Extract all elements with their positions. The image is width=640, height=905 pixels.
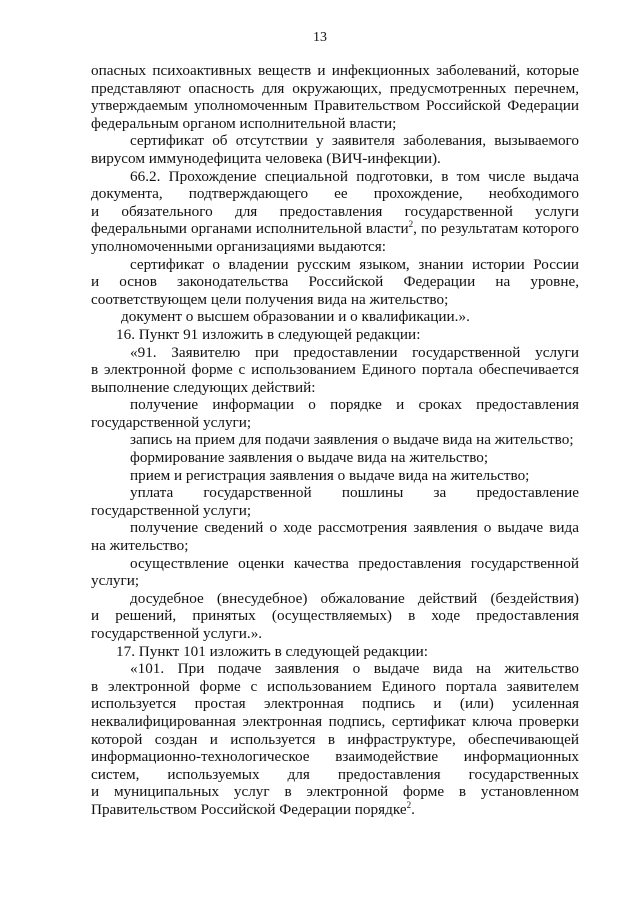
body-text	[91, 62, 579, 819]
text-line	[91, 643, 579, 661]
text-line	[91, 62, 579, 80]
text-line-content: и основ законодательства Российской Федерации на уровне,	[91, 273, 579, 291]
text-line	[91, 326, 579, 344]
text-line-content: используется простая электронная подпись и (или) усиленная	[91, 695, 579, 713]
text-line	[91, 695, 579, 713]
text-line-content: документ о высшем образовании и о квалификации.».	[121, 308, 470, 326]
text-line	[91, 537, 579, 555]
text-line-content: получение сведений о ходе рассмотрения заявления о выдаче вида	[130, 519, 579, 537]
text-line-content: услуги;	[91, 572, 140, 590]
text-line-content: «101. При подаче заявления о выдаче вида на жительство	[130, 660, 579, 678]
text-line-content: представляют опасность для окружающих, предусмотренных перечнем,	[91, 79, 579, 97]
text-line	[91, 344, 579, 362]
text-line	[91, 185, 579, 203]
text-line-content: информационно-технологическое взаимодействие информационных	[91, 748, 579, 766]
text-line	[91, 572, 579, 590]
text-line	[91, 203, 579, 221]
text-line-content: государственной услуги.».	[91, 625, 263, 642]
text-line	[91, 256, 579, 274]
footnote-reference: 2	[406, 799, 412, 810]
text-line-content: и решений, принятых (осуществляемых) в ходе предоставления	[91, 607, 579, 625]
text-line	[91, 731, 579, 749]
text-line	[91, 396, 579, 414]
text-line-content: прием и регистрация заявления о выдаче вида на жительство;	[130, 466, 530, 484]
text-line-content: опасных психоактивных веществ и инфекционных заболеваний, которые	[91, 62, 579, 79]
text-line-content: уполномоченными организациями выдаются:	[91, 237, 386, 255]
text-line-content: и обязательного для предоставления государственной услуги	[91, 202, 579, 220]
text-line-content: сертификат об отсутствии у заявителя заболевания, вызываемого	[130, 132, 579, 150]
text-line	[91, 555, 579, 573]
text-line	[91, 115, 579, 133]
text-line-content: вирусом иммунодефицита человека (ВИЧ-инфекции).	[91, 149, 441, 167]
text-line	[91, 625, 579, 643]
text-line-content: федеральными органами исполнительной власти	[91, 220, 409, 238]
text-line-content: досудебное (внесудебное) обжалование действий (бездействия)	[130, 589, 579, 607]
text-line-content: 16. Пункт 91 изложить в следующей редакции:	[116, 325, 421, 343]
text-line-content: соответствующем цели получения вида на жительство;	[91, 290, 449, 308]
text-line	[91, 748, 579, 766]
text-line	[91, 484, 579, 502]
text-line	[91, 783, 579, 801]
text-line	[91, 678, 579, 696]
text-line	[91, 379, 579, 397]
text-line-content: запись на прием для подачи заявления о выдаче вида на жительство;	[130, 431, 574, 449]
text-line-content: 17. Пункт 101 изложить в следующей редакции:	[116, 642, 429, 660]
text-line	[91, 519, 579, 537]
text-line	[91, 713, 579, 731]
text-line	[91, 502, 579, 520]
text-line-content: выполнение следующих действий:	[91, 378, 316, 396]
text-line	[91, 291, 579, 309]
text-line	[91, 150, 579, 168]
text-line-content: осуществление оценки качества предоставления государственной	[130, 554, 579, 572]
text-line	[91, 220, 579, 238]
text-line-content: систем, используемых для предоставления государственных	[91, 765, 579, 783]
text-line-content: уплата государственной пошлины за предоставление	[130, 484, 579, 502]
text-line	[91, 414, 579, 432]
text-line-content: 66.2. Прохождение специальной подготовки, в том числе выдача	[130, 167, 579, 185]
text-line	[91, 361, 579, 379]
text-line-content: на жительство;	[91, 537, 189, 555]
text-line	[91, 660, 579, 678]
text-line-content: в электронной форме с использованием Единого портала обеспечивается	[91, 361, 579, 379]
text-line	[91, 801, 579, 819]
text-line-continuation: .	[411, 800, 415, 818]
text-line	[91, 132, 579, 150]
page-number: 13	[313, 30, 327, 45]
text-line-content: Правительством Российской Федерации порядке	[91, 800, 407, 818]
text-line-content: и муниципальных услуг в электронной форме в установленном	[91, 783, 579, 801]
text-line	[91, 238, 579, 256]
text-line-content: «91. Заявителю при предоставлении государственной услуги	[130, 343, 579, 361]
text-line-content: неквалифицированная электронная подпись, сертификат ключа проверки	[91, 712, 579, 730]
text-line-content: в электронной форме с использованием Единого портала заявителем	[91, 677, 579, 695]
text-line-content: которой создан и используется в инфраструктуре, обеспечивающей	[91, 730, 579, 748]
footnote-reference: 2	[408, 219, 414, 230]
text-line-content: федеральным органом исполнительной власти;	[91, 114, 397, 132]
text-line	[91, 308, 579, 326]
text-line	[91, 273, 579, 291]
text-line	[91, 168, 579, 186]
text-line	[91, 607, 579, 625]
text-line	[91, 590, 579, 608]
text-line-content: получение информации о порядке и сроках предоставления	[130, 396, 579, 414]
text-line-content: государственной услуги;	[91, 501, 252, 519]
text-line-content: государственной услуги;	[91, 413, 252, 431]
text-line-content: сертификат о владении русским языком, знании истории России	[130, 255, 579, 273]
text-line	[91, 431, 579, 449]
text-line	[91, 97, 579, 115]
text-line	[91, 467, 579, 485]
text-line-continuation: , по результатам которого	[413, 220, 579, 238]
text-line	[91, 449, 579, 467]
text-line	[91, 80, 579, 98]
text-line	[91, 766, 579, 784]
text-line-content: утверждаемым уполномоченным Правительством Российской Федерации	[91, 97, 579, 115]
text-line-content: документа, подтверждающего ее прохождение, необходимого	[91, 185, 579, 203]
text-line-content: формирование заявления о выдаче вида на жительство;	[130, 449, 489, 467]
